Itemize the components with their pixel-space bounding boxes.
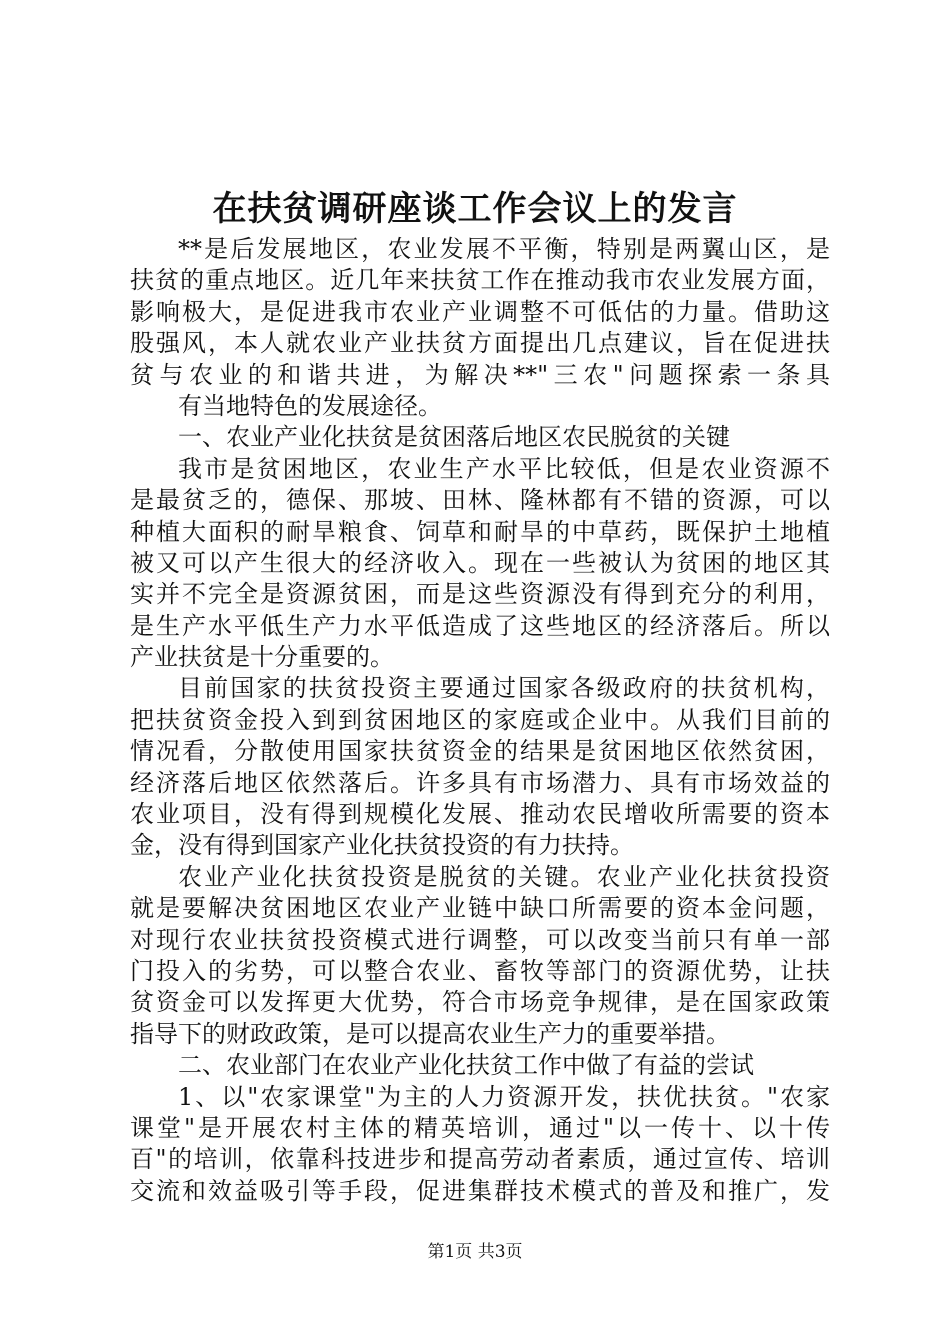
- paragraph: [130, 862, 830, 1050]
- text-line: 贫与农业的和谐共进，为解决**"三农"问题探索一条具: [130, 360, 830, 389]
- document-title: 在扶贫调研座谈工作会议上的发言: [212, 189, 738, 229]
- page-footer: 第1页 共3页: [427, 1242, 523, 1262]
- text-line: 贫资金可以发挥更大优势，符合市场竞争规律，是在国家政策: [130, 988, 830, 1017]
- text-line: 情况看，分散使用国家扶贫资金的结果是贫困地区依然贫困，: [130, 737, 830, 766]
- text-line: 实并不完全是资源贫困，而是这些资源没有得到充分的利用，: [130, 580, 830, 609]
- text-line: 目前国家的扶贫投资主要通过国家各级政府的扶贫机构，: [178, 674, 830, 703]
- text-line: 种植大面积的耐旱粮食、饲草和耐旱的中草药，既保护土地植: [130, 517, 830, 546]
- text-line: 农业产业化扶贫投资是脱贫的关键。农业产业化扶贫投资: [178, 862, 830, 891]
- text-line: 被又可以产生很大的经济收入。现在一些被认为贫困的地区其: [130, 548, 830, 577]
- paragraph: [130, 673, 830, 861]
- paragraph: [130, 1082, 830, 1208]
- text-line: 二、农业部门在农业产业化扶贫工作中做了有益的尝试: [178, 1051, 754, 1080]
- text-line: 把扶贫资金投入到到贫困地区的家庭或企业中。从我们目前的: [130, 705, 830, 734]
- text-line: 农业项目，没有得到规模化发展、推动农民增收所需要的资本: [130, 800, 830, 829]
- text-line: 金，没有得到国家产业化扶贫投资的有力扶持。: [130, 831, 634, 860]
- text-line: 产业扶贫是十分重要的。: [130, 643, 394, 672]
- paragraph: [130, 391, 830, 422]
- text-line: 是生产水平低生产力水平低造成了这些地区的经济落后。所以: [130, 611, 830, 640]
- text-line: 我市是贫困地区，农业生产水平比较低，但是农业资源不: [178, 454, 830, 483]
- text-line: 股强风，本人就农业产业扶贫方面提出几点建议，旨在促进扶: [130, 329, 830, 358]
- text-line: 经济落后地区依然落后。许多具有市场潜力、具有市场效益的: [130, 768, 830, 797]
- text-line: 有当地特色的发展途径。: [178, 391, 442, 420]
- text-line: 是最贫乏的，德保、那坡、田林、隆林都有不错的资源，可以: [130, 486, 830, 515]
- text-line: 指导下的财政政策，是可以提高农业生产力的重要举措。: [130, 1019, 730, 1048]
- paragraph: [130, 1050, 830, 1081]
- text-line: 影响极大，是促进我市农业产业调整不可低估的力量。借助这: [130, 297, 830, 326]
- document-body: [130, 234, 830, 1207]
- text-line: 对现行农业扶贫投资模式进行调整，可以改变当前只有单一部: [130, 925, 830, 954]
- text-line: 就是要解决贫困地区农业产业链中缺口所需要的资本金问题，: [130, 894, 830, 923]
- text-line: 百"的培训，依靠科技进步和提高劳动者素质，通过宣传、培训: [130, 1145, 830, 1174]
- text-line: 门投入的劣势，可以整合农业、畜牧等部门的资源优势，让扶: [130, 956, 830, 985]
- paragraph: [130, 234, 830, 391]
- text-line: 课堂"是开展农村主体的精英培训，通过"以一传十、以十传: [130, 1113, 830, 1142]
- text-line: 一、农业产业化扶贫是贫困落后地区农民脱贫的关键: [178, 423, 730, 452]
- text-line: 交流和效益吸引等手段，促进集群技术模式的普及和推广，发: [130, 1176, 830, 1205]
- paragraph: [130, 422, 830, 453]
- text-line: 1、以"农家课堂"为主的人力资源开发，扶优扶贫。"农家: [178, 1082, 830, 1111]
- paragraph: [130, 454, 830, 674]
- text-line: **是后发展地区，农业发展不平衡，特别是两翼山区，是: [178, 235, 830, 263]
- text-line: 扶贫的重点地区。近几年来扶贫工作在推动我市农业发展方面，: [130, 266, 830, 295]
